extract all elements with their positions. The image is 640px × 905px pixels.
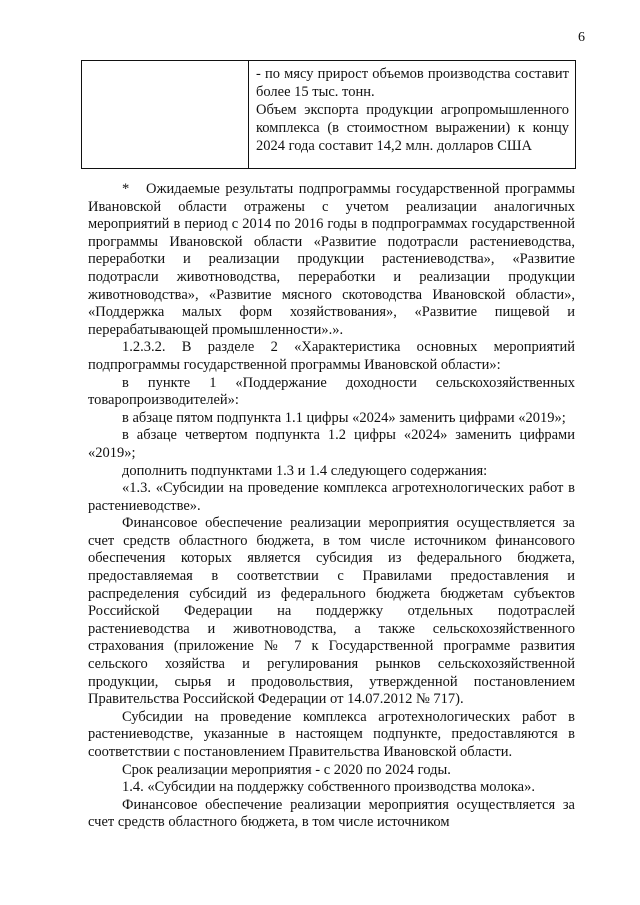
paragraph-section-2: 1.2.3.2. В разделе 2 «Характеристика основных мероприятий подпрограммы государственной программы Ивановской области»:: [88, 339, 575, 373]
page-number: 6: [578, 30, 585, 45]
paragraph-add-subpoints: дополнить подпунктами 1.3 и 1.4 следующего содержания:: [122, 462, 488, 479]
paragraph-financing-1-3: Финансовое обеспечение реализации мероприятия осуществляется за счет средств областного бюджета, в том числе источником финансового обеспечения которых является субсидия из федерального бюджета, предоставляемая в соответствии с Правилами предоставления и распределения субсидий из федерального бюджета бюджетам субъектов Российской Федерации на поддержку отдельных подотраслей растениеводства и животноводства, а также сельскохозяйственного страхования (приложение № 7 к Государственной программе развития сельского хозяйства и регулирования рынков сельскохозяйственной продукции, сырья и продовольствия, утвержденной постановлением Правительства Российской Федерации от 14.07.2012 № 717).: [88, 515, 575, 708]
paragraph-text: Ожидаемые результаты подпрограммы государственной программы Ивановской области отражены с учетом реализации аналогичных мероприятий в период с 2014 по 2016 годы в подпрограммах государственной программы Ивановской области «Развитие подотрасли растениеводства, переработки и реализации продукции растениеводства», «Развитие подотрасли животноводства, переработки и реализации продукции животноводства», «Развитие мясного скотоводства Ивановской области», «Поддержка малых форм хозяйствования», «Развитие пищевой и перерабатывающей промышленности».».: [88, 181, 575, 338]
table-text-meat-growth: - по мясу прирост объемов производства составит более 15 тыс. тонн.: [256, 66, 569, 100]
table-cell-empty: [82, 61, 249, 168]
paragraph-point-1: в пункте 1 «Поддержание доходности сельскохозяйственных товаропроизводителей»:: [88, 374, 575, 409]
paragraph-subpoint-1-2: в абзаце четвертом подпункта 1.2 цифры «2024» заменить цифрами «2019»;: [88, 427, 575, 461]
paragraph-term: Срок реализации мероприятия - с 2020 по 2024 годы.: [122, 761, 451, 778]
paragraph-subpoint-1-1: в абзаце пятом подпункта 1.1 цифры «2024» заменить цифрами «2019»;: [122, 409, 566, 426]
table-cell-results: [249, 61, 575, 168]
paragraph-subsidies-agro: Субсидии на проведение комплекса агротехнологических работ в растениеводстве, указанные в настоящем подпункте, предоставляются в соответствии с постановлением Правительства Ивановской области.: [88, 708, 575, 760]
footnote-mark: *: [122, 181, 130, 197]
results-table: [81, 60, 576, 169]
paragraph-subpoint-1-4: 1.4. «Субсидии на поддержку собственного производства молока».: [122, 779, 535, 796]
table-text-export-volume: Объем экспорта продукции агропромышленного комплекса (в стоимостном выражении) к концу 2024 года составит 14,2 млн. долларов США: [256, 102, 569, 154]
paragraph-subpoint-1-3: «1.3. «Субсидии на проведение комплекса агротехнологических работ в растениеводстве».: [88, 480, 575, 514]
document-body: [88, 181, 575, 832]
paragraph-financing-1-4: Финансовое обеспечение реализации мероприятия осуществляется за счет средств областного бюджета, в том числе источником: [88, 796, 575, 831]
paragraph-expected-results: [88, 181, 575, 339]
